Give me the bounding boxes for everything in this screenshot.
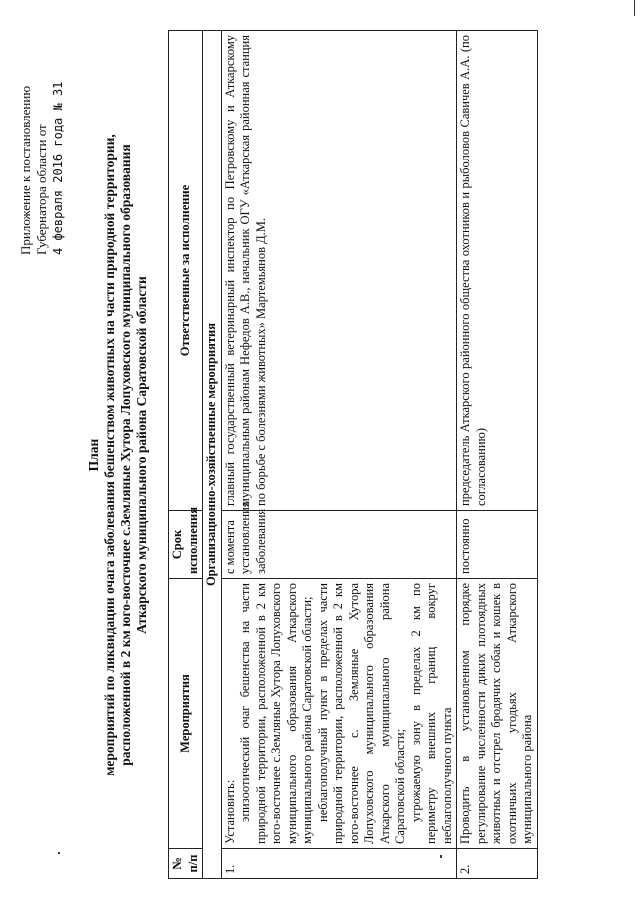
- header-num: № п/п: [169, 849, 203, 879]
- scan-edge-mark: [634, 0, 635, 16]
- row-responsible: [457, 31, 538, 511]
- table-row: [221, 31, 457, 879]
- document-heading: [86, 25, 150, 885]
- section-title: Организационно-хозяйственные мероприятия: [203, 31, 222, 879]
- row-responsible: [221, 31, 457, 511]
- row-deadline: с момента установления заболевания: [221, 511, 457, 579]
- row-number: 2.: [457, 849, 538, 879]
- document-title: План: [86, 438, 101, 472]
- section-row: [203, 31, 222, 879]
- header-responsible: Ответственные за исполнение: [169, 31, 203, 511]
- approval-date-number: 4 февраля 2016 года № 31: [51, 81, 65, 255]
- activity-paragraph: угрожаемую зону в пределах 2 км по периметру внешних границ вокруг неблагополучного пункта: [408, 583, 454, 844]
- approval-line: Губернатора области от: [34, 124, 49, 255]
- table-header-row: [169, 31, 203, 879]
- responsible-text: главный государственный ветеринарный инспектор по Петровскому и Аткарскому муниципальным районам Нефедов А.В., начальник ОГУ «Аткарская районная станция по борьбе с болезнями животных» Мартемьянов Д.М.: [222, 35, 268, 506]
- header-activity: Мероприятия: [169, 579, 203, 849]
- heading-line: расположенной в 2 км юго-восточнее с.Земляные Хутора Лопуховского муниципального образования: [118, 144, 133, 766]
- row-activity: [457, 579, 538, 849]
- activity-paragraph: Проводить в установленном порядке регулирование численности диких плотоядных животных и отстрел бродячих собак и кошек в охотничьих угодьях Аткарского муниципального района: [458, 583, 534, 844]
- activity-intro: Установить:: [222, 779, 237, 844]
- header-deadline: Срок исполнения: [169, 511, 203, 579]
- row-activity: [221, 579, 457, 849]
- activity-paragraph: эпизоотический очаг бешенства на части природной территории, расположенной в 2 км юго-восточнее с.Земляные Хутора Лопуховского муниципального образования Аткарского муниципального района Саратовской области;: [238, 583, 314, 844]
- approval-line: Приложение к постановлению: [18, 85, 33, 255]
- row-number: 1.: [221, 849, 457, 879]
- table-row: [457, 31, 538, 879]
- row-deadline: постоянно: [457, 511, 538, 579]
- heading-line: мероприятий по ликвидации очага заболевания бешенством животных на части природной территории,: [102, 134, 117, 776]
- activity-paragraph: неблагополучный пункт в пределах части природной территории, расположенной в 2 км юго-восточнее с. Земляные Хутора Лопуховского муниципального образования Аткарского муниципального района Саратовской области;: [315, 583, 407, 844]
- plan-table: [168, 30, 538, 879]
- rotated-document-page: [10, 25, 610, 885]
- responsible-text: председатель Аткарского районного общества охотников и рыболовов Савичев А.А. (по согласованию): [458, 35, 488, 506]
- approval-stamp: [18, 15, 66, 255]
- heading-line: Аткарского муниципального района Саратовской области: [134, 276, 149, 634]
